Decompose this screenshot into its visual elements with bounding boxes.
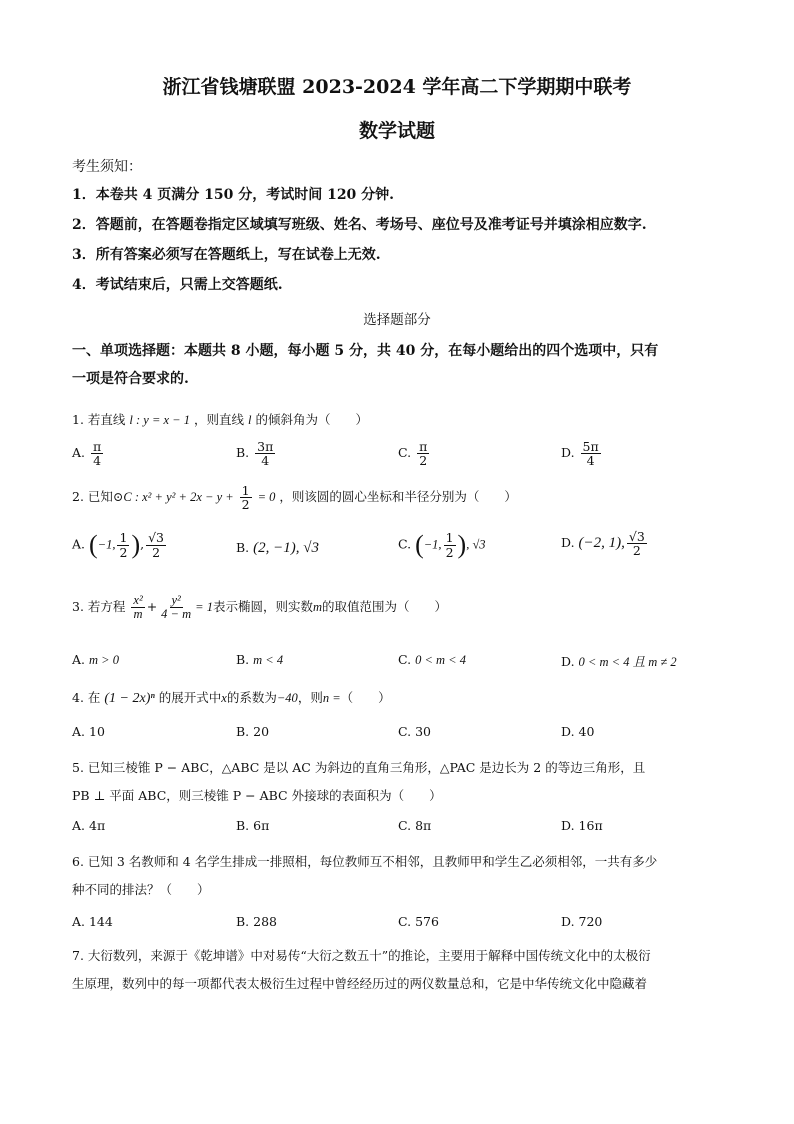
q4-option-c[interactable] (398, 724, 431, 739)
q3-suffix-a: 表示椭圆，则实数 (212, 599, 313, 615)
option-label: B. (236, 818, 250, 833)
q1-mid: ，则直线 (193, 412, 244, 427)
q3-var: m (312, 600, 322, 615)
frac-den: m (133, 607, 143, 622)
q5-option-c[interactable] (398, 818, 431, 833)
question-7-line-1: 7. 大衍数列，来源于《乾坤谱》中对易传“大衍之数五十”的推论，主要用于解释中国传统文化中的太极衍 (72, 948, 651, 963)
option-text: 6π (253, 818, 270, 833)
option-text: 4π (89, 818, 106, 833)
option-text: m < 4 (253, 653, 284, 667)
q1-suffix: 的倾斜角为（ ） (255, 412, 368, 427)
q4-value: −40 (276, 691, 298, 705)
q4-prefix: 4. 在 (72, 690, 101, 705)
q3-option-a[interactable] (72, 652, 119, 668)
option-label: D. (561, 818, 575, 833)
q5-option-a[interactable] (72, 818, 105, 833)
coord: (−2, 1), (578, 535, 625, 552)
question-5-line-1: 5. 已知三棱锥 P − ABC，△ABC 是以 AC 为斜边的直角三角形，△PAC 是边长为 2 的等边三角形，且 (72, 760, 646, 775)
question-4 (72, 688, 391, 707)
frac-num: π (419, 439, 428, 454)
frac-num: √3 (628, 529, 645, 544)
option-text: m > 0 (89, 653, 119, 667)
q6-option-a[interactable]: A. 144 (72, 914, 113, 929)
option-label: A. (72, 445, 86, 461)
frac-num: 1 (119, 530, 128, 546)
option-label: C. (398, 724, 412, 739)
q1-prefix: 1. 若直线 (72, 412, 126, 427)
q2-option-b[interactable] (236, 540, 319, 557)
option-label: A. (72, 724, 86, 739)
q1-line-equation: l : y = x − 1 (129, 413, 190, 427)
q6-option-b[interactable]: B. 288 (236, 914, 277, 929)
q1-option-c[interactable] (398, 440, 431, 467)
q5-option-d[interactable] (561, 818, 603, 833)
frac-den: 2 (419, 453, 428, 469)
frac-den: 2 (241, 497, 250, 513)
option-label: D. (561, 535, 575, 551)
part-title: 选择题部分 (363, 312, 431, 328)
q1-option-a[interactable] (72, 440, 105, 467)
frac-den: 4 (93, 453, 102, 469)
q4-var: x (221, 691, 227, 705)
question-1 (72, 410, 368, 428)
option-text: (2, −1), √3 (253, 540, 320, 556)
q5-option-b[interactable] (236, 818, 269, 833)
option-label: B. (236, 445, 250, 461)
notice-item-1: 1．本卷共 4 页满分 150 分，考试时间 120 分钟. (72, 187, 395, 203)
option-text: 16π (578, 818, 603, 833)
option-text: 20 (253, 724, 270, 739)
option-label: C. (398, 536, 412, 552)
option-label: A. (72, 652, 86, 667)
q2-option-d[interactable] (561, 530, 649, 557)
frac-den: 2 (632, 543, 641, 559)
exam-subtitle: 数学试题 (358, 120, 435, 142)
notice-heading: 考生须知： (72, 159, 142, 175)
frac-num: √3 (148, 530, 165, 546)
q6-option-d[interactable]: D. 720 (561, 914, 603, 929)
q4-n: n = (322, 691, 341, 705)
q2-circle-equation: C : x² + y² + 2x − y + (123, 490, 234, 505)
option-label: B. (236, 724, 250, 739)
frac-den: 4 (586, 453, 595, 469)
q2-option-c[interactable]: C. (−1, $\frac{1}{2}$ ), √3 (398, 530, 486, 560)
frac-num: 1 (445, 530, 454, 546)
option-text: 8π (415, 818, 432, 833)
option-label: C. (398, 652, 412, 667)
section-instruction-2: 一项是符合要求的. (72, 371, 189, 387)
frac-den: 4 (261, 453, 270, 469)
frac-den: 2 (445, 544, 454, 560)
frac-den: 4 − m (161, 607, 192, 622)
q2-option-a[interactable]: A. (−1, $\frac{1}{2}$ ), $\frac{√3}{2}$ (72, 530, 165, 560)
q4-mid-a: 的展开式中 (158, 690, 222, 705)
option-label: C. (398, 445, 412, 461)
notice-item-2: 2．答题前，在答题卷指定区域填写班级、姓名、考场号、座位号及准考证号并填涂相应数字. (72, 217, 647, 233)
option-label: D. (561, 724, 575, 739)
exam-title: 浙江省钱塘联盟 2023-2024 学年高二下学期期中联考 (162, 76, 632, 98)
question-5-line-2: PB ⊥ 平面 ABC，则三棱锥 P − ABC 外接球的表面积为（ ） (72, 788, 442, 803)
frac-num: 3π (257, 439, 274, 454)
q2-suffix: ，则该圆的圆心坐标和半径分别为（ ） (279, 489, 517, 505)
radius: , √3 (466, 537, 486, 552)
option-label: C. (398, 818, 412, 833)
question-7-line-2: 生原理，数列中的每一项都代表太极衍生过程中曾经经历过的两仪数量总和，它是中华传统文化中隐藏着 (72, 976, 648, 991)
frac-den: 2 (152, 544, 161, 560)
q4-suffix: （ ） (340, 690, 391, 705)
frac-num: 5π (582, 439, 599, 454)
q3-suffix-b: 的取值范围为（ ） (322, 599, 448, 615)
option-text: 0 < m < 4 (415, 653, 466, 667)
option-label: B. (236, 540, 250, 555)
q3-prefix: 3. 若方程 (72, 599, 126, 615)
option-text: 0 < m < 4 且 m ≠ 2 (578, 655, 677, 669)
section-instruction-1: 一、单项选择题：本题共 8 小题，每小题 5 分，共 40 分，在每小题给出的四个选项中，只有 (72, 343, 659, 359)
q4-binomial: (1 − 2x)ⁿ (104, 691, 155, 706)
option-label: D. (561, 654, 575, 669)
question-2 (72, 484, 517, 511)
option-text: 40 (578, 724, 595, 739)
q6-option-c[interactable]: C. 576 (398, 914, 439, 929)
q1-option-d[interactable] (561, 440, 603, 467)
option-label: A. (72, 536, 86, 552)
q1-option-b[interactable] (236, 440, 277, 467)
frac-num: y² (171, 593, 181, 607)
q3-option-b[interactable] (236, 652, 283, 668)
q4-option-b[interactable] (236, 724, 269, 739)
q4-mid-b: 的系数为 (226, 690, 277, 705)
q3-option-c[interactable] (398, 652, 466, 668)
option-text: 10 (89, 724, 105, 739)
plus-sign: + (146, 599, 158, 615)
frac-num: 1 (241, 483, 250, 498)
frac-num: π (93, 439, 102, 454)
question-6-line-2: 种不同的排法？（ ） (72, 882, 210, 897)
coord-x: −1, (423, 537, 442, 552)
option-label: B. (236, 652, 250, 667)
q4-option-a[interactable] (72, 724, 105, 739)
equals-one: = 1 (195, 600, 213, 615)
q4-mid-c: ，则 (297, 690, 323, 705)
notice-item-3: 3．所有答案必须写在答题纸上，写在试卷上无效. (72, 247, 381, 263)
question-6-line-1: 6. 已知 3 名教师和 4 名学生排成一排照相，每位教师互不相邻，且教师甲和学生乙必须相邻，一共有多少 (72, 854, 658, 869)
option-text: 30 (415, 724, 431, 739)
notice-item-4: 4．考试结束后，只需上交答题纸. (72, 277, 283, 293)
q4-option-d[interactable] (561, 724, 594, 739)
q2-equation-end: = 0 (257, 490, 276, 505)
question-3 (72, 594, 447, 621)
option-label: A. (72, 818, 86, 833)
option-label: D. (561, 445, 575, 461)
frac-num: x² (133, 593, 143, 607)
frac-den: 2 (119, 544, 128, 560)
q2-prefix: 2. 已知⊙ (72, 489, 124, 505)
coord-x: −1, (97, 537, 116, 552)
q1-var: l (247, 413, 252, 427)
q3-option-d[interactable] (561, 652, 677, 670)
